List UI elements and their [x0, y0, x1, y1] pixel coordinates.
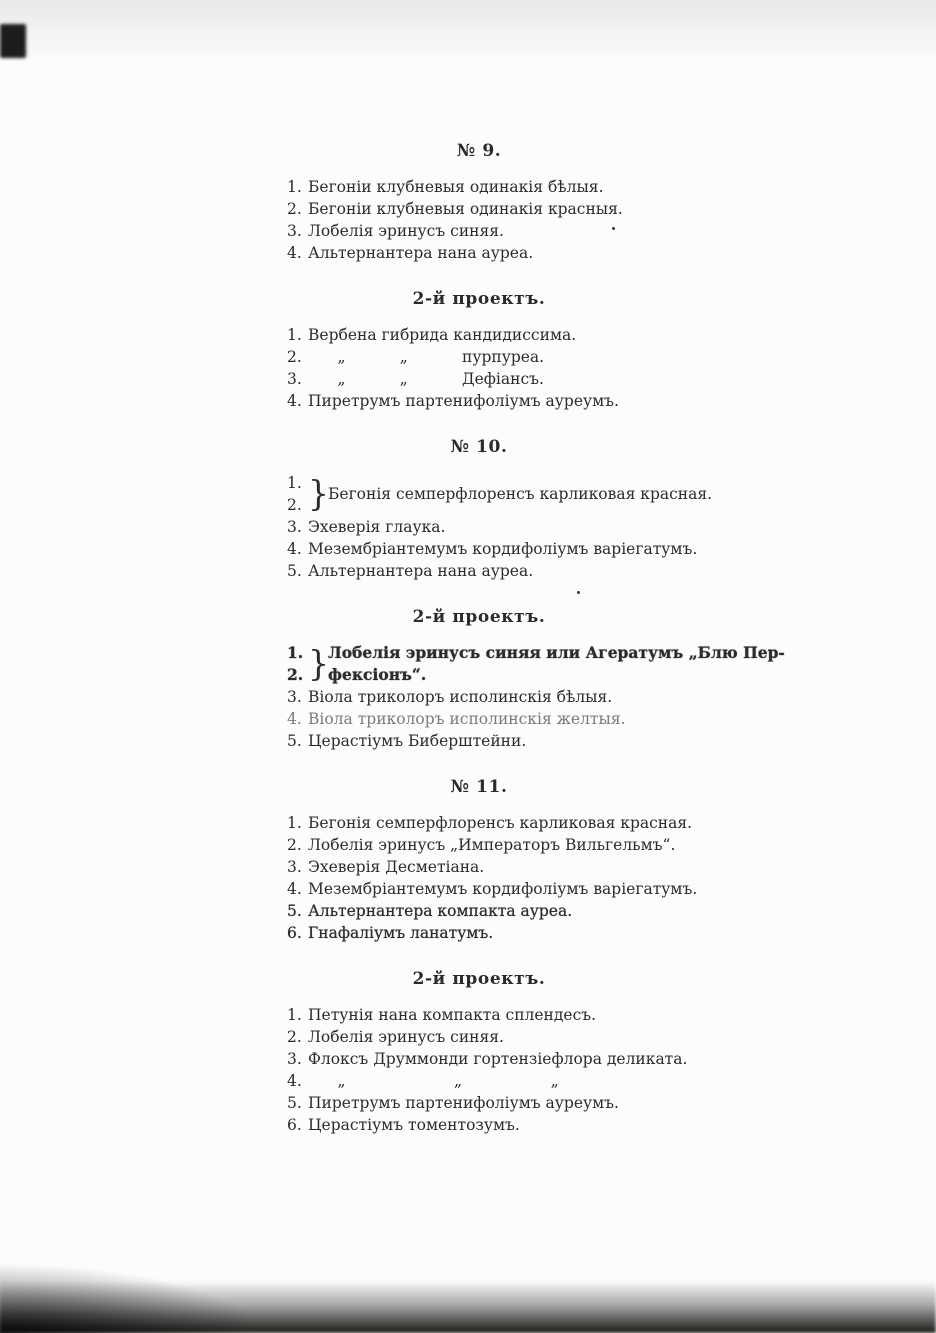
item-number: 5.	[287, 732, 302, 750]
item-text: „ „ Дефіансъ.	[308, 370, 544, 388]
list-item	[287, 242, 671, 264]
item-text: Мезембріантемумъ кордифоліумъ варіегатумъ.	[308, 880, 698, 898]
item-number: 4.	[287, 244, 302, 262]
list-item	[287, 368, 671, 390]
item-text: Эхеверія глаука.	[308, 518, 446, 536]
brace-numbers	[287, 472, 308, 516]
list-item	[287, 1092, 671, 1114]
list-item	[287, 220, 671, 242]
list-item	[287, 198, 671, 220]
item-text: Віола триколоръ исполинскія бѣлыя.	[308, 688, 613, 706]
item-number: 3.	[287, 518, 302, 536]
item-number: 4.	[287, 880, 302, 898]
list-item	[287, 812, 693, 834]
item-text: Лобелія эринусъ синяя.	[308, 1028, 504, 1046]
brace-text	[328, 642, 785, 686]
item-number: 4.	[287, 1072, 302, 1090]
item-text: Лобелія эринусъ „Императоръ Вильгельмъ“.	[308, 836, 676, 854]
list-item	[287, 1004, 671, 1026]
section-heading: № 9.	[456, 141, 502, 161]
item-number: 2.	[287, 496, 302, 514]
brace-group	[287, 472, 713, 516]
item-text: Эхеверія Десметіана.	[308, 858, 485, 876]
item-text: Бегоніи клубневыя одинакія бѣлыя.	[308, 178, 604, 196]
item-number: 2.	[287, 665, 304, 684]
item-number: 1.	[287, 814, 302, 832]
item-text: Бегоніи клубневыя одинакія красныя.	[308, 200, 623, 218]
item-text: Гнафаліумъ ланатумъ.	[308, 924, 494, 942]
item-number: 3.	[287, 688, 302, 706]
section-heading: 2-й проектъ.	[412, 969, 546, 989]
item-number: 1.	[287, 1006, 302, 1024]
item-number: 4.	[287, 710, 302, 728]
item-number: 2.	[287, 200, 302, 218]
item-number: 4.	[287, 540, 302, 558]
item-number: 3.	[287, 370, 302, 388]
item-text: Альтернантера компакта ауреа.	[308, 902, 573, 920]
item-text: Альтернантера нана ауреа.	[308, 562, 534, 580]
item-number: 2.	[287, 348, 302, 366]
scan-top-band	[0, 0, 936, 62]
list-item	[287, 922, 671, 944]
list-item	[287, 1070, 671, 1092]
item-text: фексіонъ“.	[328, 665, 427, 684]
section-project-2-c	[287, 968, 688, 1136]
text-block	[287, 140, 785, 1136]
item-text: Мезембріантемумъ кордифоліумъ варіегатумъ.	[308, 540, 698, 558]
curly-brace-icon: }	[308, 643, 329, 684]
list-item	[287, 900, 671, 922]
section-heading: 2-й проектъ.	[412, 289, 546, 309]
item-text: Церастіумъ томентозумъ.	[308, 1116, 520, 1134]
list-item	[287, 1114, 671, 1136]
list-item	[287, 1048, 688, 1070]
list-item	[287, 516, 671, 538]
item-text: Бегонія семперфлоренсъ карликовая красная.	[328, 485, 713, 503]
scan-bottom-corner-shadow	[0, 1263, 260, 1333]
item-text: Церастіумъ Биберштейни.	[308, 732, 527, 750]
item-number: 6.	[287, 1116, 302, 1134]
section-no-10	[287, 436, 713, 582]
list-item	[287, 708, 671, 730]
scan-corner-mark	[0, 24, 26, 58]
list-item	[287, 730, 671, 752]
list-item	[287, 856, 671, 878]
item-number: 1.	[287, 178, 302, 196]
brace-text	[328, 472, 712, 516]
item-text: Пиретрумъ партенифоліумъ ауреумъ.	[308, 392, 619, 410]
curly-brace-icon: }	[308, 473, 329, 514]
section-no-11	[287, 776, 698, 944]
item-number: 5.	[287, 562, 302, 580]
item-number: 3.	[287, 858, 302, 876]
section-project-2-b	[287, 606, 785, 752]
item-text: Пиретрумъ партенифоліумъ ауреумъ.	[308, 1094, 619, 1112]
list-item	[287, 324, 671, 346]
item-text: „ „ пурпуреа.	[308, 348, 545, 366]
item-text: Лобелія эринусъ синяя.	[308, 222, 504, 240]
item-text: Вербена гибрида кандидиссима.	[308, 326, 577, 344]
list-item	[287, 560, 671, 582]
item-number: 5.	[287, 902, 302, 920]
item-number: 4.	[287, 392, 302, 410]
item-text: Лобелія эринусъ синяя или Агератумъ „Блю Пер-	[328, 643, 785, 662]
section-project-2-a	[287, 288, 671, 412]
list-item	[287, 176, 671, 198]
item-number: 1.	[287, 643, 304, 662]
list-item	[287, 538, 698, 560]
item-number: 2.	[287, 836, 302, 854]
item-number: 3.	[287, 222, 302, 240]
item-text: Петунія нана компакта сплендесъ.	[308, 1006, 597, 1024]
list-item	[287, 878, 698, 900]
item-number: 3.	[287, 1050, 302, 1068]
item-number: 1.	[287, 326, 302, 344]
section-heading: 2-й проектъ.	[412, 607, 546, 627]
section-heading: № 10.	[450, 437, 508, 457]
section-no-9	[287, 140, 671, 264]
item-text: Віола триколоръ исполинскія желтыя.	[308, 710, 626, 728]
brace-group	[287, 642, 785, 686]
list-item	[287, 346, 671, 368]
list-item	[287, 834, 676, 856]
item-text: Бегонія семперфлоренсъ карликовая красная.	[308, 814, 693, 832]
item-text: „ „ „	[308, 1072, 559, 1090]
list-item	[287, 390, 671, 412]
item-number: 6.	[287, 924, 302, 942]
item-number: 1.	[287, 474, 302, 492]
list-item	[287, 1026, 671, 1048]
item-text: Альтернантера нана ауреа.	[308, 244, 534, 262]
item-text: Флоксъ Друммонди гортензіефлора деликата.	[308, 1050, 688, 1068]
section-heading: № 11.	[450, 777, 508, 797]
list-item	[287, 686, 671, 708]
brace-numbers	[287, 642, 308, 686]
item-number: 2.	[287, 1028, 302, 1046]
item-number: 5.	[287, 1094, 302, 1112]
